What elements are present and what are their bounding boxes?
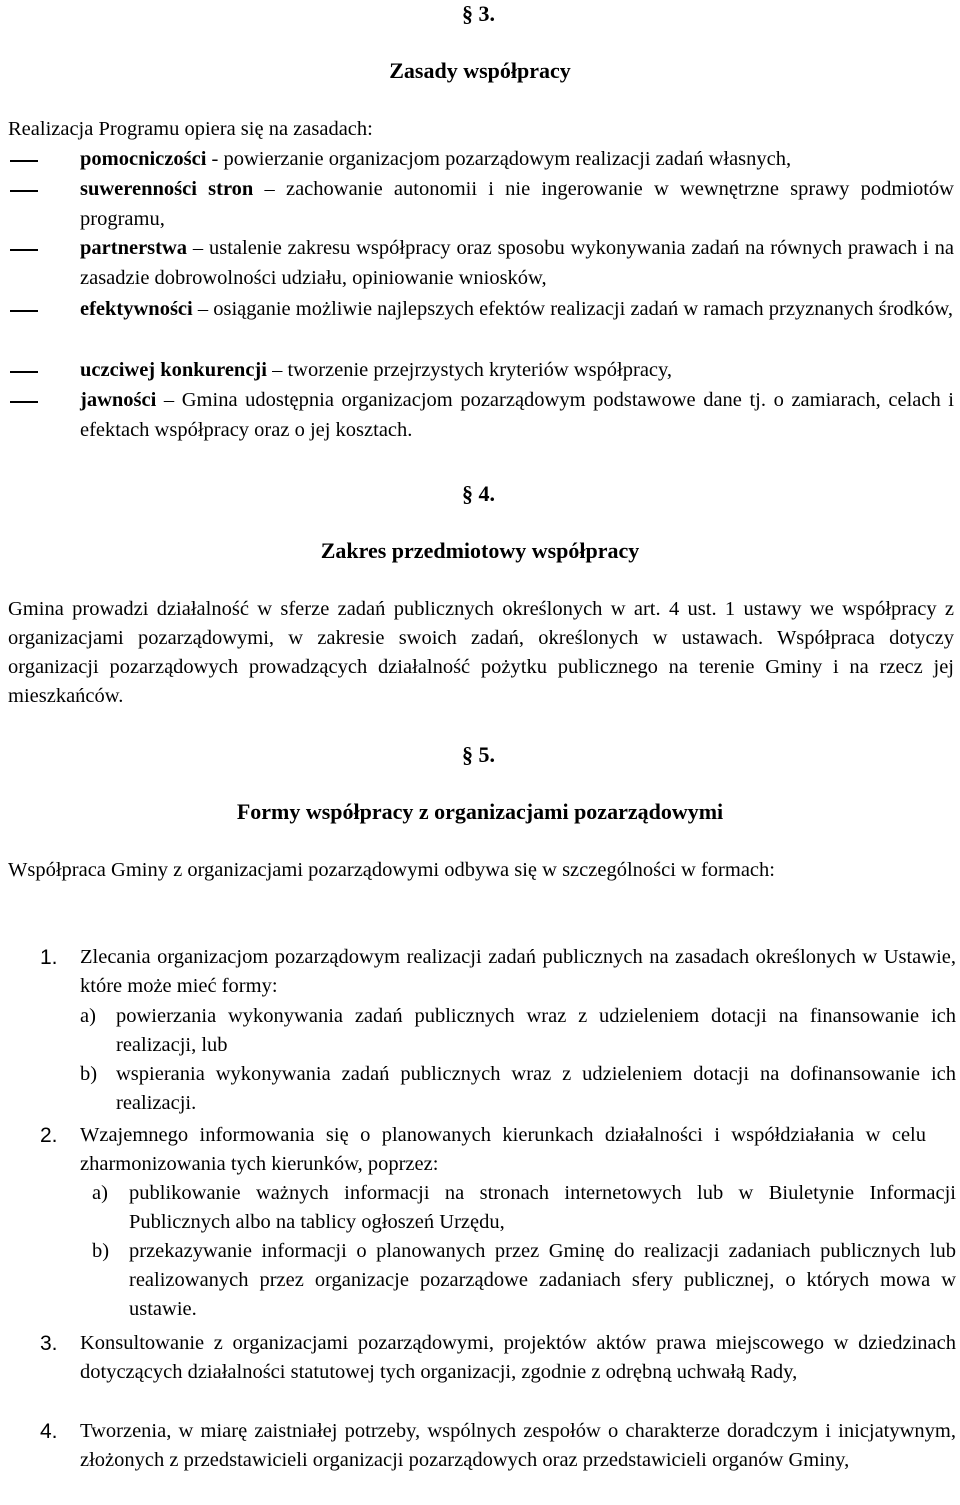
form-item (40, 1417, 956, 1475)
form-subitem (92, 1237, 956, 1324)
principle-item (8, 145, 954, 175)
form-number: 1. (40, 946, 58, 969)
form-subitem (92, 1179, 956, 1237)
section-4-title: Zakres przedmiotowy współpracy (320, 538, 640, 563)
form-item (40, 1121, 956, 1179)
principle-description: – osiąganie możliwie najlepszych efektów realizacji zadań w ramach przyznanych środków, (192, 298, 953, 320)
subitem-text: powierzania wykonywania zadań publicznych wraz z udzieleniem dotacji na finansowanie ich realizacji, lub (116, 1005, 956, 1056)
section-4-body: Gmina prowadzi działalność w sferze zadań publicznych określonych w art. 4 ust. 1 ustawy we współpracy z organizacjami pozarządowymi, w zakresie swoich zadań, określonych w ustawach. Współpraca dotyczy organizacji pozarządowych prowadzących działalność pożytku publicznego na terenie Gminy i na rzecz jej mieszkańców. (8, 598, 954, 707)
principle-text (80, 356, 954, 386)
principle-term: partnerstwa (80, 237, 188, 259)
principle-term: suwerenności stron (80, 178, 254, 200)
form-number: 2. (40, 1124, 58, 1147)
principle-item (8, 356, 954, 386)
section-5-number: § 5. (462, 742, 495, 767)
section-5-title: Formy współpracy z organizacjami pozarządowymi (236, 799, 724, 824)
form-item (40, 943, 956, 1001)
principle-item (8, 295, 954, 325)
form-text: Tworzenia, w miarę zaistniałej potrzeby, wspólnych zespołów o charakterze doradczym i inicjatywnym, złożonych z przedstawicieli organizacji pozarządowych oraz przedstawicieli organów Gminy, (80, 1420, 956, 1471)
principle-text (80, 175, 954, 234)
principle-item (8, 234, 954, 293)
section-5-intro: Współpraca Gminy z organizacjami pozarządowymi odbywa się w szczególności w formach: (8, 859, 775, 881)
principle-item (8, 175, 954, 234)
principle-term: uczciwej konkurencji (80, 359, 267, 381)
subitem-label: b) (80, 1063, 98, 1085)
principle-text (80, 145, 954, 175)
principle-term: jawności (80, 389, 157, 411)
principle-description: – Gmina udostępnia organizacjom pozarządowym podstawowe dane tj. o zamiarach, celach i efektach współpracy oraz o jej kosztach. (80, 389, 954, 441)
form-text: Konsultowanie z organizacjami pozarządowymi, projektów aktów prawa miejscowego w dziedzinach dotyczących działalności statutowej tych organizacji, zgodnie z odrębną uchwałą Rady, (80, 1332, 956, 1383)
section-3-title: Zasady współpracy (389, 58, 571, 83)
principle-text (80, 234, 954, 293)
principle-term: efektywności (80, 298, 193, 320)
form-subitem (80, 1002, 956, 1060)
subitem-text: wspierania wykonywania zadań publicznych wraz z udzieleniem dotacji na dofinansowanie ich realizacji. (116, 1063, 956, 1114)
principle-text (80, 386, 954, 445)
principle-description: – ustalenie zakresu współpracy oraz sposobu wykonywania zadań na równych prawach i na zasadzie dobrowolności udziału, opiniowanie wniosków, (80, 237, 954, 289)
principle-text (80, 295, 954, 325)
subitem-label: b) (92, 1240, 110, 1262)
form-item (40, 1329, 956, 1387)
section-3-number: § 3. (462, 1, 495, 26)
form-text: Zlecania organizacjom pozarządowym realizacji zadań publicznych na zasadach określonych w Ustawie, które może mieć formy: (80, 946, 956, 997)
principle-term: pomocniczości (80, 148, 207, 170)
section-4-number: § 4. (462, 481, 495, 506)
form-text: Wzajemnego informowania się o planowanych kierunkach działalności i współdziałania w celu zharmonizowania tych kierunków, poprzez: (80, 1124, 926, 1175)
form-number: 3. (40, 1332, 58, 1355)
section-3-intro: Realizacja Programu opiera się na zasadach: (8, 118, 373, 140)
subitem-text: publikowanie ważnych informacji na stronach internetowych lub w Biuletynie Informacji Publicznych albo na tablicy ogłoszeń Urzędu, (129, 1182, 956, 1233)
form-number: 4. (40, 1420, 58, 1443)
principle-description: - powierzanie organizacjom pozarządowym realizacji zadań własnych, (206, 148, 792, 170)
principle-description: – zachowanie autonomii i nie ingerowanie w wewnętrzne sprawy podmiotów programu, (80, 178, 954, 230)
subitem-text: przekazywanie informacji o planowanych przez Gminę do realizacji zadaniach publicznych lub realizowanych przez organizacje pozarządowe zadaniach sfery publicznej, o których mowa w ustawie. (129, 1240, 956, 1320)
form-subitem (80, 1060, 956, 1118)
principle-item (8, 386, 954, 445)
principle-description: – tworzenie przejrzystych kryteriów współpracy, (266, 359, 673, 381)
subitem-label: a) (92, 1182, 108, 1204)
subitem-label: a) (80, 1005, 96, 1027)
